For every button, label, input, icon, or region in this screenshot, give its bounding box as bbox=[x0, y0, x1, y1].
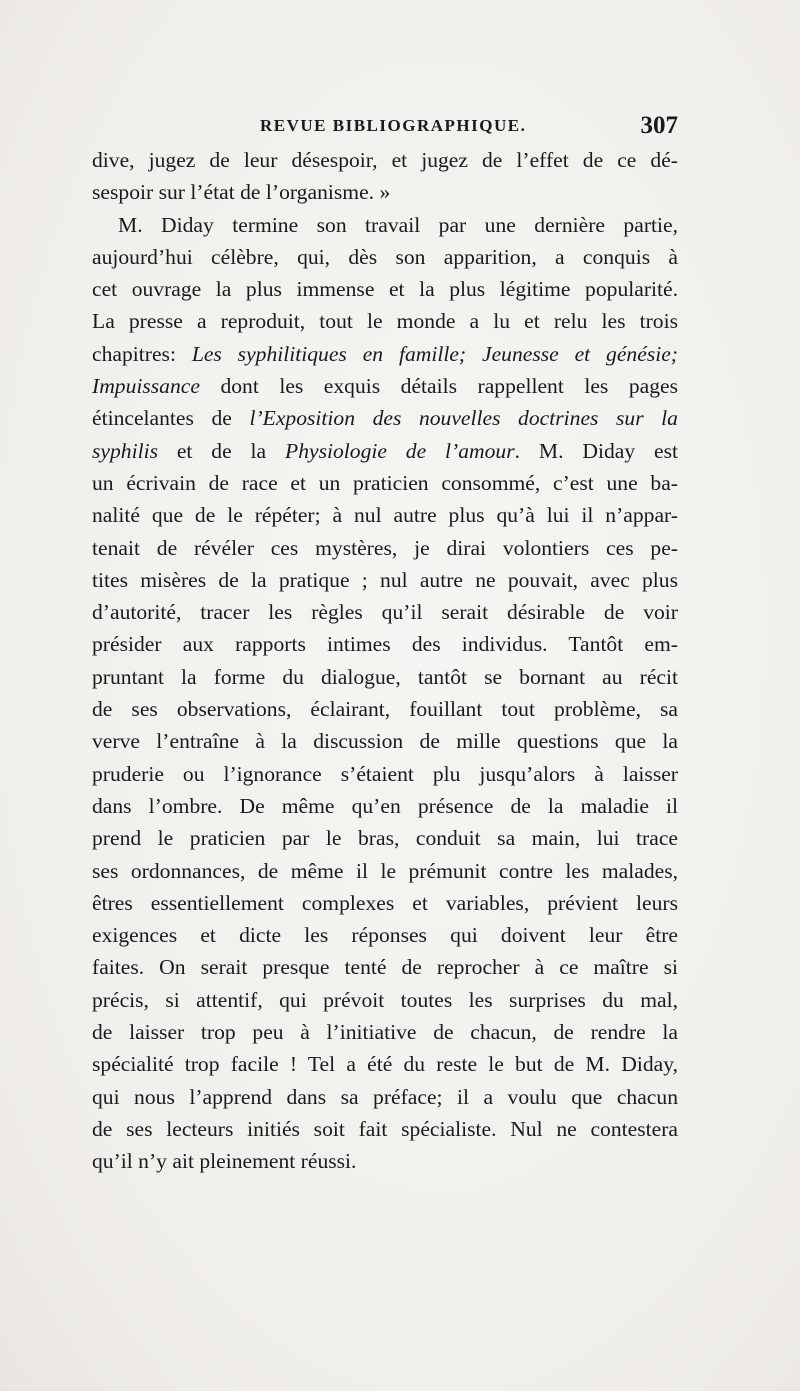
italic-title: Physiologie de l’amour bbox=[285, 438, 515, 463]
text-line: qui nous l’apprend dans sa préface; il a voulu que chacun bbox=[92, 1084, 678, 1109]
page-number: 307 bbox=[640, 112, 678, 139]
text-line: M. Diday termine son travail par une dernière partie, bbox=[118, 212, 678, 237]
text-line: La presse a reproduit, tout le monde a lu et relu les trois bbox=[92, 309, 678, 334]
text-line: de ses observations, éclairant, fouillant tout problème, sa bbox=[92, 697, 678, 722]
text-line bbox=[92, 402, 678, 434]
text-line: pruderie ou l’ignorance s’étaient plu jusqu’alors à laisser bbox=[92, 761, 678, 786]
running-head: REVUE BIBLIOGRAPHIQUE. bbox=[260, 116, 527, 135]
text-line: sespoir sur l’état de l’organisme. » bbox=[92, 180, 391, 205]
text-run: et de la bbox=[157, 438, 285, 463]
text-line: ses ordonnances, de même il le prémunit contre les malades, bbox=[92, 858, 678, 883]
text-line: aujourd’hui célèbre, qui, dès son apparition, a conquis à bbox=[92, 244, 678, 269]
text-line: spécialité trop facile ! Tel a été du reste le but de M. Diday, bbox=[92, 1052, 678, 1077]
text-run: dont les exquis détails rappellent les pages bbox=[199, 374, 678, 399]
italic-title: syphilis bbox=[92, 438, 158, 463]
text-line: d’autorité, tracer les règles qu’il serait désirable de voir bbox=[92, 600, 678, 625]
text-line bbox=[92, 338, 678, 370]
text-line: dive, jugez de leur désespoir, et jugez de l’effet de ce dé- bbox=[92, 148, 678, 172]
italic-title: Impuissance bbox=[92, 374, 200, 399]
text-line: de laisser trop peu à l’initiative de chacun, de rendre la bbox=[92, 1020, 678, 1045]
text-line: exigences et dicte les réponses qui doivent leur être bbox=[92, 923, 678, 948]
page-header bbox=[92, 112, 678, 146]
text-line: présider aux rapports intimes des individus. Tantôt em- bbox=[92, 632, 678, 657]
text-line: tites misères de la pratique ; nul autre ne pouvait, avec plus bbox=[92, 567, 678, 592]
text-line: dans l’ombre. De même qu’en présence de la maladie il bbox=[92, 793, 678, 818]
text-line: êtres essentiellement complexes et variables, prévient leurs bbox=[92, 890, 678, 915]
text-line: un écrivain de race et un praticien consommé, c’est une ba- bbox=[92, 470, 678, 495]
text-run: étincelantes de bbox=[92, 406, 250, 431]
italic-title: l’Exposition des nouvelles doctrines sur la bbox=[249, 406, 678, 431]
body-text bbox=[92, 144, 678, 1178]
text-line: précis, si attentif, qui prévoit toutes les surprises du mal, bbox=[92, 987, 678, 1012]
text-line: verve l’entraîne à la discussion de mille questions que la bbox=[92, 729, 678, 754]
text-line: cet ouvrage la plus immense et la plus légitime popularité. bbox=[92, 277, 678, 302]
text-line: tenait de révéler ces mystères, je dirai volontiers ces pe- bbox=[92, 535, 678, 560]
text-line: prend le praticien par le bras, conduit sa main, lui trace bbox=[92, 826, 678, 851]
italic-title: Les syphilitiques en famille; Jeunesse et génésie; bbox=[191, 341, 678, 366]
text-line bbox=[92, 370, 678, 402]
text-line: pruntant la forme du dialogue, tantôt se bornant au récit bbox=[92, 664, 678, 689]
text-line: de ses lecteurs initiés soit fait spécialiste. Nul ne contestera bbox=[92, 1116, 678, 1141]
text-line: nalité que de le répéter; à nul autre plus qu’à lui il n’appar- bbox=[92, 503, 678, 528]
text-line bbox=[92, 435, 678, 467]
text-line: faites. On serait presque tenté de reprocher à ce maître si bbox=[92, 955, 678, 980]
text-line: qu’il n’y ait pleinement réussi. bbox=[92, 1149, 357, 1174]
text-run: chapitres: bbox=[92, 341, 192, 366]
text-run: . M. Diday est bbox=[514, 438, 678, 463]
